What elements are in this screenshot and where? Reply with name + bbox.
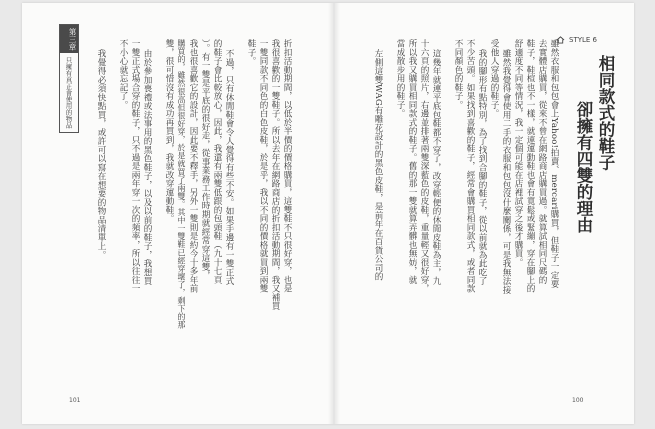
text-line: 的鞋子會比較放心，因此，我還有兩雙低跟的包頭鞋（九十七頁 xyxy=(212,39,222,284)
text-line: 我很喜歡的一雙鞋子。所以去年在網路商店的折扣活動期間，我又補買 xyxy=(270,39,280,311)
text-line: 雙，很可惜沒有成功再買到，我就改穿運動鞋。 xyxy=(164,39,174,223)
text-line: 雖然我覺得會使用二手的衣服和包包沒什麼關係，可是我無法接 xyxy=(501,49,511,294)
text-line: 這幾年就連平底包鞋都不穿了，改穿輕便的休閒皮鞋為主，九 xyxy=(431,49,441,286)
title-line-1: 相同款式的鞋子 xyxy=(596,55,615,171)
text-line: 我也很喜歡它的設計，因此要不釋手，另外一雙則是約今十多年前 xyxy=(188,39,198,293)
text-line: 十六頁的照片，右邊並排著兩雙深藍色的皮鞋，重量輕又很好穿， xyxy=(419,39,429,293)
text-line: 我的腳形有點特別，為了找到合腳的鞋子，從以前就為此吃了 xyxy=(477,49,487,286)
text-line: 不同顏色的鞋子。 xyxy=(453,39,463,109)
chapter-title: 只擁有真正會使用的物品 xyxy=(64,56,73,128)
text-line: 雖然衣服和包包會上Yahoo!拍賣、mercari購買，但鞋子一定要 xyxy=(549,39,559,289)
text-line: 一雙正式場合穿的鞋子，只不過是兩年穿一次的頻率，所以往往一 xyxy=(130,39,140,293)
text-line: 購買的，雖然很高但很好穿，於是就買了兩雙。其中一雙鞋已經穿壞了，剩下的那 xyxy=(177,39,186,329)
text-line: 不少苦頭。如果找到喜歡的鞋子，經常會購買相同款式，或者同款 xyxy=(465,39,475,293)
title-line-2: 卻擁有四雙的理由 xyxy=(574,101,593,233)
text-line: 去實體店購買，從來不曾在網路商店購買過。就算試相同尺碼的 xyxy=(537,39,547,284)
text-line: ）。有一雙是平底的很好走，從事業務工作時期就經常穿這雙， xyxy=(200,39,210,280)
text-line: 受他人穿過的鞋子。 xyxy=(489,39,499,118)
style-tag xyxy=(556,36,597,44)
chapter-label: 第三章 xyxy=(60,25,78,53)
text-line: 鞋子，鞋楦也不一樣，就連運動鞋也會有寬鬆或緊繃，穿在腳上的 xyxy=(525,39,535,293)
text-line: 一雙同款不同色的白色皮鞋，於是乎，我以不同的價格就買到兩雙 xyxy=(258,39,268,293)
text-line: 不過，只有休閒鞋會令人覺得有些不安。如果手邊有一雙正式 xyxy=(224,49,234,286)
book-spread xyxy=(22,3,634,424)
right-page xyxy=(328,3,634,424)
text-line: 所以我又購買相同款式的鞋子。舊的那一雙就算弄髒也無妨，就 xyxy=(407,39,417,284)
text-line: 折扣活動期間，以低於半價的價格購買，這雙鞋不只很好穿，也是 xyxy=(282,39,292,293)
left-page xyxy=(22,3,328,424)
text-line: 當成散步用的鞋子。 xyxy=(395,39,405,118)
page-number-right: 100 xyxy=(572,397,584,404)
text-line: 左側這雙WAG有雕花設計的黑色皮鞋，是前年在百貨公司的 xyxy=(373,49,383,281)
page-number-left: 101 xyxy=(69,397,81,404)
text-line: 不小心就忘記了。 xyxy=(118,39,128,109)
text-line: 舒適度不同等情況，我一定個可能在店裡試穿之後才購買。 xyxy=(513,39,523,267)
text-line: 由於參加喪禮或法事用的黑色鞋子，以及以前的鞋子，我想買 xyxy=(142,49,152,286)
text-line: 我覺得必須快點買，或許可以寫在想要的物品清單上。 xyxy=(96,49,106,259)
chapter-tab xyxy=(59,24,79,133)
style-label: STYLE 6 xyxy=(569,36,597,44)
text-line: 鞋子。 xyxy=(246,39,256,66)
